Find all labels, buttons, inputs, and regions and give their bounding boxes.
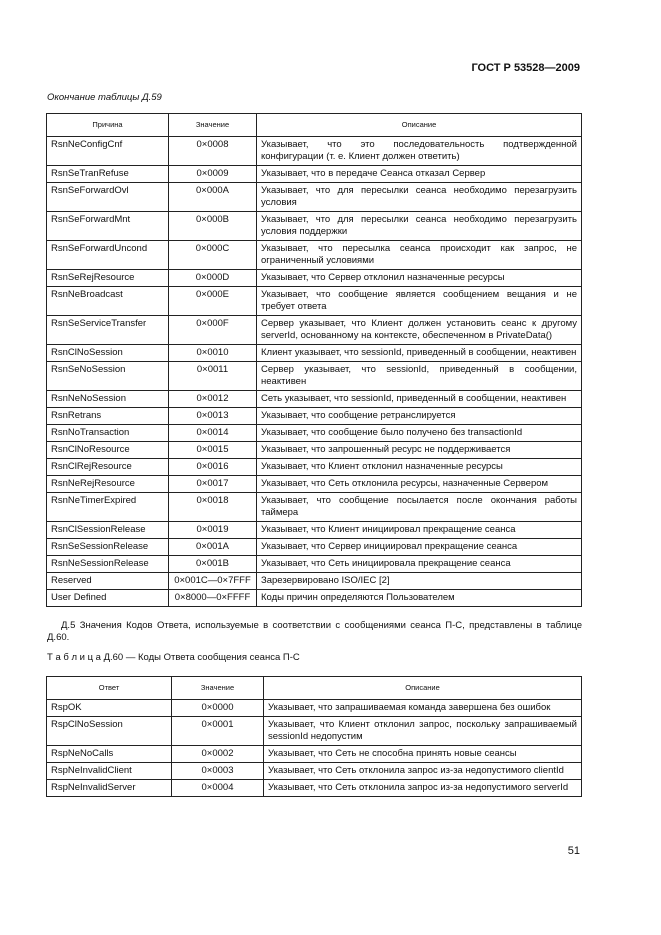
cell-code: RspClNoSession (47, 717, 172, 746)
cell-code: RsnClRejResource (47, 459, 169, 476)
cell-code: RsnClNoResource (47, 442, 169, 459)
cell-value: 0×8000—0×FFFF (169, 590, 257, 607)
table-row (47, 183, 582, 212)
cell-value: 0×001B (169, 556, 257, 573)
cell-code: RsnNeSessionRelease (47, 556, 169, 573)
cell-description: Указывает, что Сеть не способна принять новые сеансы (264, 746, 582, 763)
table-row (47, 270, 582, 287)
table-row (47, 166, 582, 183)
cell-description: Указывает, что Сеть отклонила ресурсы, назначенные Сервером (257, 476, 582, 493)
table-60-caption: Т а б л и ц а Д.60 — Коды Ответа сообщения сеанса П-С (47, 652, 300, 663)
cell-description: Указывает, что запрошенный ресурс не поддерживается (257, 442, 582, 459)
cell-code: RsnRetrans (47, 408, 169, 425)
column-header-description: Описание (257, 114, 582, 137)
cell-value: 0×0000 (172, 700, 264, 717)
cell-description: Сеть указывает, что sessionId, приведенный в сообщении, неактивен (257, 391, 582, 408)
cell-value: 0×0012 (169, 391, 257, 408)
document-standard-header: ГОСТ Р 53528—2009 (471, 62, 580, 74)
section-paragraph: Д.5 Значения Кодов Ответа, используемые в соответствии с сообщениями сеанса П-С, представлены в таблице Д.60. (47, 620, 582, 643)
cell-code: RsnNeBroadcast (47, 287, 169, 316)
cell-code: RsnClSessionRelease (47, 522, 169, 539)
table-row (47, 746, 582, 763)
cell-value: 0×0013 (169, 408, 257, 425)
table-header-row (47, 114, 582, 137)
cell-value: 0×0002 (172, 746, 264, 763)
cell-value: 0×000D (169, 270, 257, 287)
cell-code: RsnNeNoSession (47, 391, 169, 408)
table-row (47, 700, 582, 717)
table-row (47, 241, 582, 270)
table-row (47, 459, 582, 476)
table-row (47, 408, 582, 425)
table-row (47, 780, 582, 797)
cell-description: Сервер указывает, что Клиент должен установить сеанс к другому serverId, основанному на контексте, обеспеченном в PrivateData() (257, 316, 582, 345)
cell-value: 0×0004 (172, 780, 264, 797)
table-row (47, 287, 582, 316)
cell-description: Указывает, что сообщение было получено без transactionId (257, 425, 582, 442)
table-row (47, 573, 582, 590)
cell-value: 0×0008 (169, 137, 257, 166)
cell-code: RsnSeServiceTransfer (47, 316, 169, 345)
cell-code: Reserved (47, 573, 169, 590)
table-row (47, 137, 582, 166)
cell-description: Зарезервировано ISO/IEC [2] (257, 573, 582, 590)
cell-code: RsnSeTranRefuse (47, 166, 169, 183)
table-row (47, 493, 582, 522)
cell-description: Указывает, что для пересылки сеанса необходимо перезагрузить условия (257, 183, 582, 212)
cell-description: Указывает, что запрашиваемая команда завершена без ошибок (264, 700, 582, 717)
cell-code: RsnSeForwardOvl (47, 183, 169, 212)
table-row (47, 316, 582, 345)
cell-description: Указывает, что это последовательность подтвержденной конфигурации (т. е. Клиент должен ответить) (257, 137, 582, 166)
cell-code: RspNeInvalidServer (47, 780, 172, 797)
cell-description: Указывает, что сообщение является сообщением вещания и не требует ответа (257, 287, 582, 316)
cell-code: User Defined (47, 590, 169, 607)
cell-code: RsnSeNoSession (47, 362, 169, 391)
cell-description: Указывает, что в передаче Сеанса отказал Сервер (257, 166, 582, 183)
cell-description: Указывает, что пересылка сеанса происходит как запрос, не ограниченный условиями (257, 241, 582, 270)
cell-code: RsnNeRejResource (47, 476, 169, 493)
cell-code: RspNeNoCalls (47, 746, 172, 763)
cell-description: Указывает, что для пересылки сеанса необходимо перезагрузить условия поддержки (257, 212, 582, 241)
column-header-reason: Причина (47, 114, 169, 137)
cell-value: 0×000C (169, 241, 257, 270)
cell-value: 0×000F (169, 316, 257, 345)
cell-code: RsnNeConfigCnf (47, 137, 169, 166)
cell-value: 0×000E (169, 287, 257, 316)
cell-value: 0×0009 (169, 166, 257, 183)
cell-value: 0×0014 (169, 425, 257, 442)
cell-value: 0×0010 (169, 345, 257, 362)
table-row (47, 763, 582, 780)
cell-value: 0×0019 (169, 522, 257, 539)
cell-value: 0×000A (169, 183, 257, 212)
table-59-caption: Окончание таблицы Д.59 (47, 92, 162, 103)
cell-code: RsnSeRejResource (47, 270, 169, 287)
column-header-response: Ответ (47, 677, 172, 700)
column-header-value: Значение (172, 677, 264, 700)
cell-code: RsnSeForwardUncond (47, 241, 169, 270)
cell-description: Клиент указывает, что sessionId, приведенный в сообщении, неактивен (257, 345, 582, 362)
cell-code: RsnSeForwardMnt (47, 212, 169, 241)
table-59 (46, 113, 582, 607)
cell-code: RsnSeSessionRelease (47, 539, 169, 556)
cell-value: 0×0001 (172, 717, 264, 746)
column-header-value: Значение (169, 114, 257, 137)
cell-code: RsnNeTimerExpired (47, 493, 169, 522)
table-row (47, 717, 582, 746)
cell-code: RspNeInvalidClient (47, 763, 172, 780)
cell-description: Коды причин определяются Пользователем (257, 590, 582, 607)
cell-description: Указывает, что Клиент отклонил назначенные ресурсы (257, 459, 582, 476)
cell-description: Указывает, что Клиент инициировал прекращение сеанса (257, 522, 582, 539)
cell-value: 0×0017 (169, 476, 257, 493)
table-row (47, 539, 582, 556)
cell-value: 0×0003 (172, 763, 264, 780)
cell-code: RsnNoTransaction (47, 425, 169, 442)
table-header-row (47, 677, 582, 700)
cell-value: 0×0015 (169, 442, 257, 459)
cell-code: RspOK (47, 700, 172, 717)
cell-description: Указывает, что Сервер инициировал прекращение сеанса (257, 539, 582, 556)
cell-description: Указывает, что Сеть отклонила запрос из-за недопустимого clientId (264, 763, 582, 780)
cell-value: 0×000B (169, 212, 257, 241)
table-row (47, 476, 582, 493)
cell-description: Указывает, что Сервер отклонил назначенные ресурсы (257, 270, 582, 287)
table-row (47, 345, 582, 362)
cell-description: Указывает, что Сеть инициировала прекращение сеанса (257, 556, 582, 573)
cell-value: 0×001A (169, 539, 257, 556)
table-row (47, 425, 582, 442)
page-number: 51 (567, 845, 580, 857)
cell-value: 0×001C—0×7FFF (169, 573, 257, 590)
table-row (47, 556, 582, 573)
table-row (47, 590, 582, 607)
column-header-description: Описание (264, 677, 582, 700)
cell-value: 0×0011 (169, 362, 257, 391)
table-row (47, 522, 582, 539)
table-60 (46, 676, 582, 797)
cell-value: 0×0016 (169, 459, 257, 476)
cell-description: Сервер указывает, что sessionId, приведенный в сообщении, неактивен (257, 362, 582, 391)
cell-value: 0×0018 (169, 493, 257, 522)
cell-code: RsnClNoSession (47, 345, 169, 362)
cell-description: Указывает, что сообщение посылается после окончания работы таймера (257, 493, 582, 522)
cell-description: Указывает, что Сеть отклонила запрос из-за недопустимого serverId (264, 780, 582, 797)
cell-description: Указывает, что сообщение ретранслируется (257, 408, 582, 425)
table-row (47, 391, 582, 408)
cell-description: Указывает, что Клиент отклонил запрос, поскольку запрашиваемый sessionId недопустим (264, 717, 582, 746)
table-row (47, 442, 582, 459)
table-row (47, 212, 582, 241)
table-row (47, 362, 582, 391)
